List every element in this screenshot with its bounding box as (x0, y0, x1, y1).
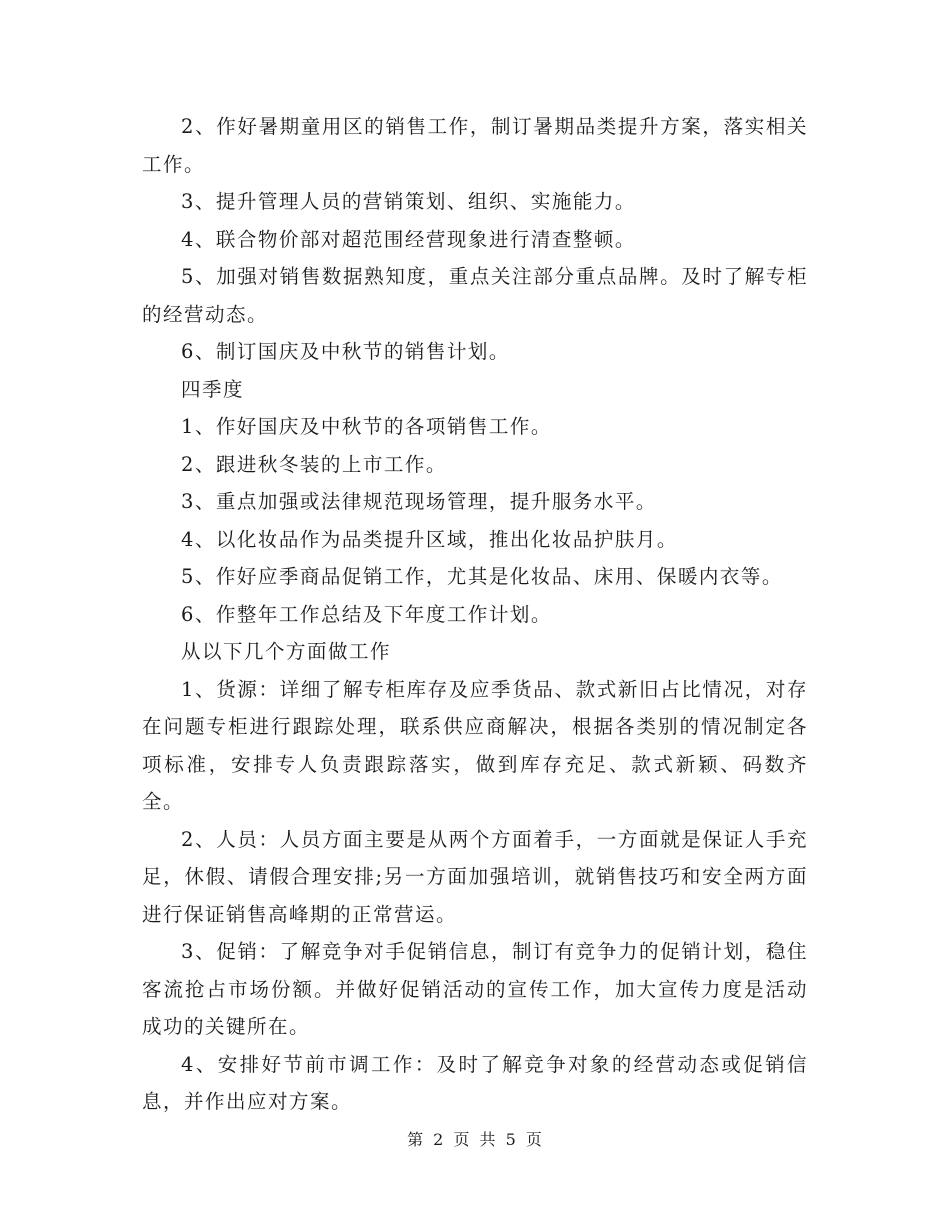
paragraph: 5、加强对销售数据熟知度，重点关注部分重点品牌。及时了解专柜的经营动态。 (142, 265, 808, 326)
document-body (142, 108, 808, 1121)
paragraph: 1、货源：详细了解专柜库存及应季货品、款式新旧占比情况，对存在问题专柜进行跟踪处理，联系供应商解决，根据各类别的情况制定各项标准，安排专人负责跟踪落实，做到库存充足、款式新颖、码数齐全。 (142, 677, 808, 813)
paragraph: 4、安排好节前市调工作：及时了解竞争对象的经营动态或促销信息，并作出应对方案。 (142, 1052, 808, 1113)
section-heading-q4: 四季度 (181, 377, 245, 401)
paragraph: 2、跟进秋冬装的上市工作。 (181, 452, 447, 476)
paragraph: 3、重点加强或法律规范现场管理，提升服务水平。 (181, 490, 657, 513)
paragraph: 4、联合物价部对超范围经营现象进行清查整顿。 (181, 227, 636, 251)
paragraph: 3、提升管理人员的营销策划、组织、实施能力。 (181, 190, 636, 213)
paragraph: 6、制订国庆及中秋节的销售计划。 (181, 340, 510, 363)
paragraph: 1、作好国庆及中秋节的各项销售工作。 (181, 415, 552, 438)
paragraph: 4、以化妆品作为品类提升区域，推出化妆品护肤月。 (181, 527, 678, 551)
paragraph: 2、作好暑期童用区的销售工作，制订暑期品类提升方案，落实相关工作。 (142, 115, 808, 176)
paragraph: 3、促销：了解竞争对手促销信息，制订有竞争力的促销计划，稳住客流抢占市场份额。并做好促销活动的宣传工作，加大宣传力度是活动成功的关键所在。 (142, 940, 808, 1038)
paragraph: 6、作整年工作总结及下年度工作计划。 (181, 602, 552, 626)
section-heading-aspects: 从以下几个方面做工作 (181, 640, 392, 663)
page-number-footer: 第 2 页 共 5 页 (407, 1130, 543, 1149)
paragraph: 5、作好应季商品促销工作，尤其是化妆品、床用、保暖内衣等。 (181, 565, 783, 588)
paragraph: 2、人员：人员方面主要是从两个方面着手，一方面就是保证人手充足，休假、请假合理安排;另一方面加强培训，就销售技巧和安全两方面进行保证销售高峰期的正常营运。 (142, 827, 808, 926)
